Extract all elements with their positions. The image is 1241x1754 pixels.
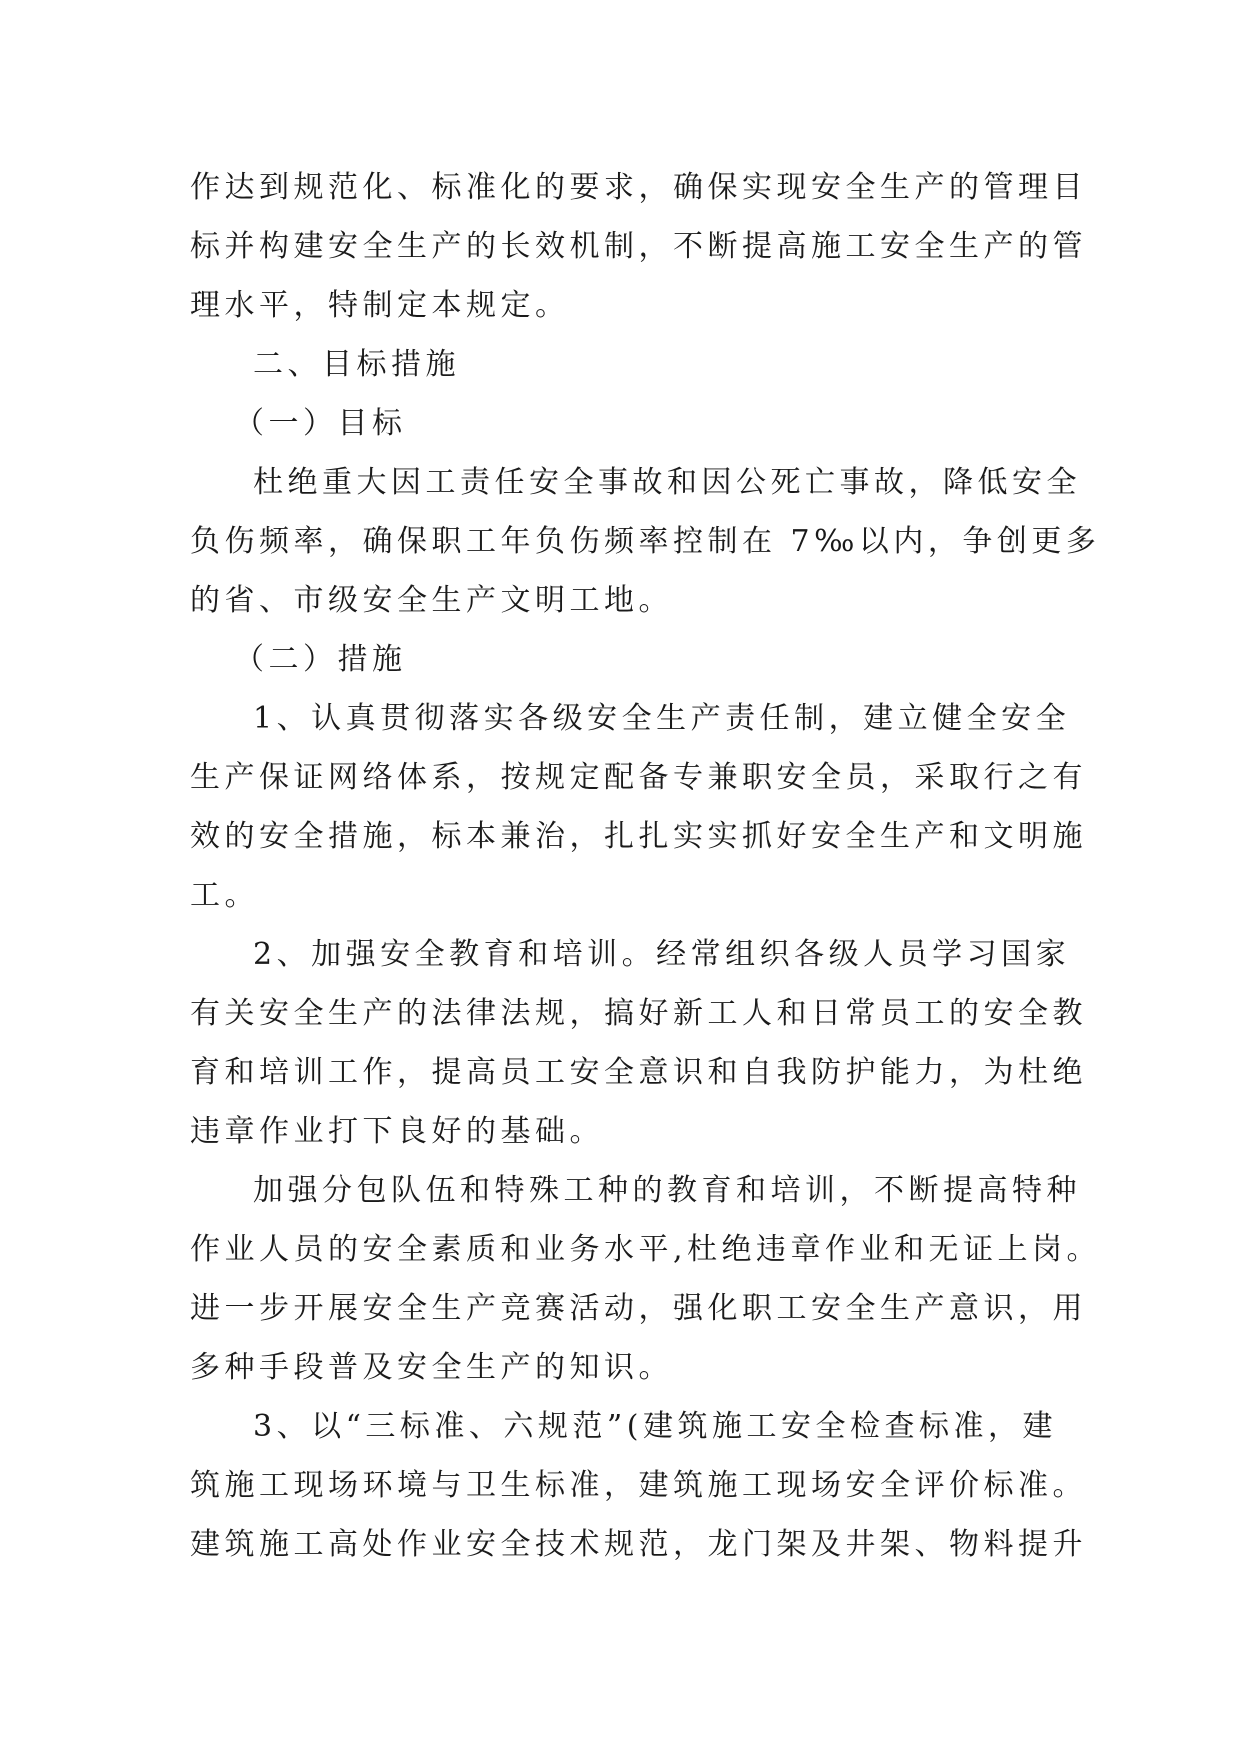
text-line: 作业人员的安全素质和业务水平,杜绝违章作业和无证上岗。 — [190, 1232, 1102, 1267]
text-line: 生产保证网络体系，按规定配备专兼职安全员，采取行之有 — [190, 760, 1087, 795]
section-heading: 二、目标措施 — [253, 347, 460, 382]
text-line: 筑施工现场环境与卫生标准，建筑施工现场安全评价标准。 — [190, 1468, 1087, 1503]
text-line: 作达到规范化、标准化的要求，确保实现安全生产的管理目 — [190, 170, 1087, 205]
text-line: 效的安全措施，标本兼治，扎扎实实抓好安全生产和文明施 — [190, 819, 1087, 854]
text-line: 杜绝重大因工责任安全事故和因公死亡事故，降低安全 — [253, 465, 1081, 500]
subsection-heading: （二）措施 — [234, 642, 407, 677]
text-line: 多种手段普及安全生产的知识。 — [190, 1350, 673, 1385]
text-line: 建筑施工高处作业安全技术规范，龙门架及井架、物料提升 — [190, 1527, 1087, 1562]
subsection-heading: （一）目标 — [234, 406, 407, 441]
text-line: 2、加强安全教育和培训。经常组织各级人员学习国家 — [253, 937, 1071, 972]
text-line: 违章作业打下良好的基础。 — [190, 1114, 604, 1149]
text-line: 负伤频率，确保职工年负伤频率控制在 7‰以内，争创更多 — [190, 524, 1101, 559]
text-line: 的省、市级安全生产文明工地。 — [190, 583, 673, 618]
text-line: 工。 — [190, 878, 259, 913]
document-body — [190, 158, 1102, 1574]
text-line: 标并构建安全生产的长效机制，不断提高施工安全生产的管 — [190, 229, 1087, 264]
text-line: 加强分包队伍和特殊工种的教育和培训，不断提高特种 — [253, 1173, 1081, 1208]
text-line: 1、认真贯彻落实各级安全生产责任制，建立健全安全 — [253, 701, 1071, 736]
text-line: 进一步开展安全生产竞赛活动，强化职工安全生产意识，用 — [190, 1291, 1087, 1326]
text-line: 育和培训工作，提高员工安全意识和自我防护能力，为杜绝 — [190, 1055, 1087, 1090]
text-line: 3、以“三标准、六规范”(建筑施工安全检查标准，建 — [253, 1409, 1057, 1444]
text-line: 有关安全生产的法律法规，搞好新工人和日常员工的安全教 — [190, 996, 1087, 1031]
text-line: 理水平，特制定本规定。 — [190, 288, 570, 323]
